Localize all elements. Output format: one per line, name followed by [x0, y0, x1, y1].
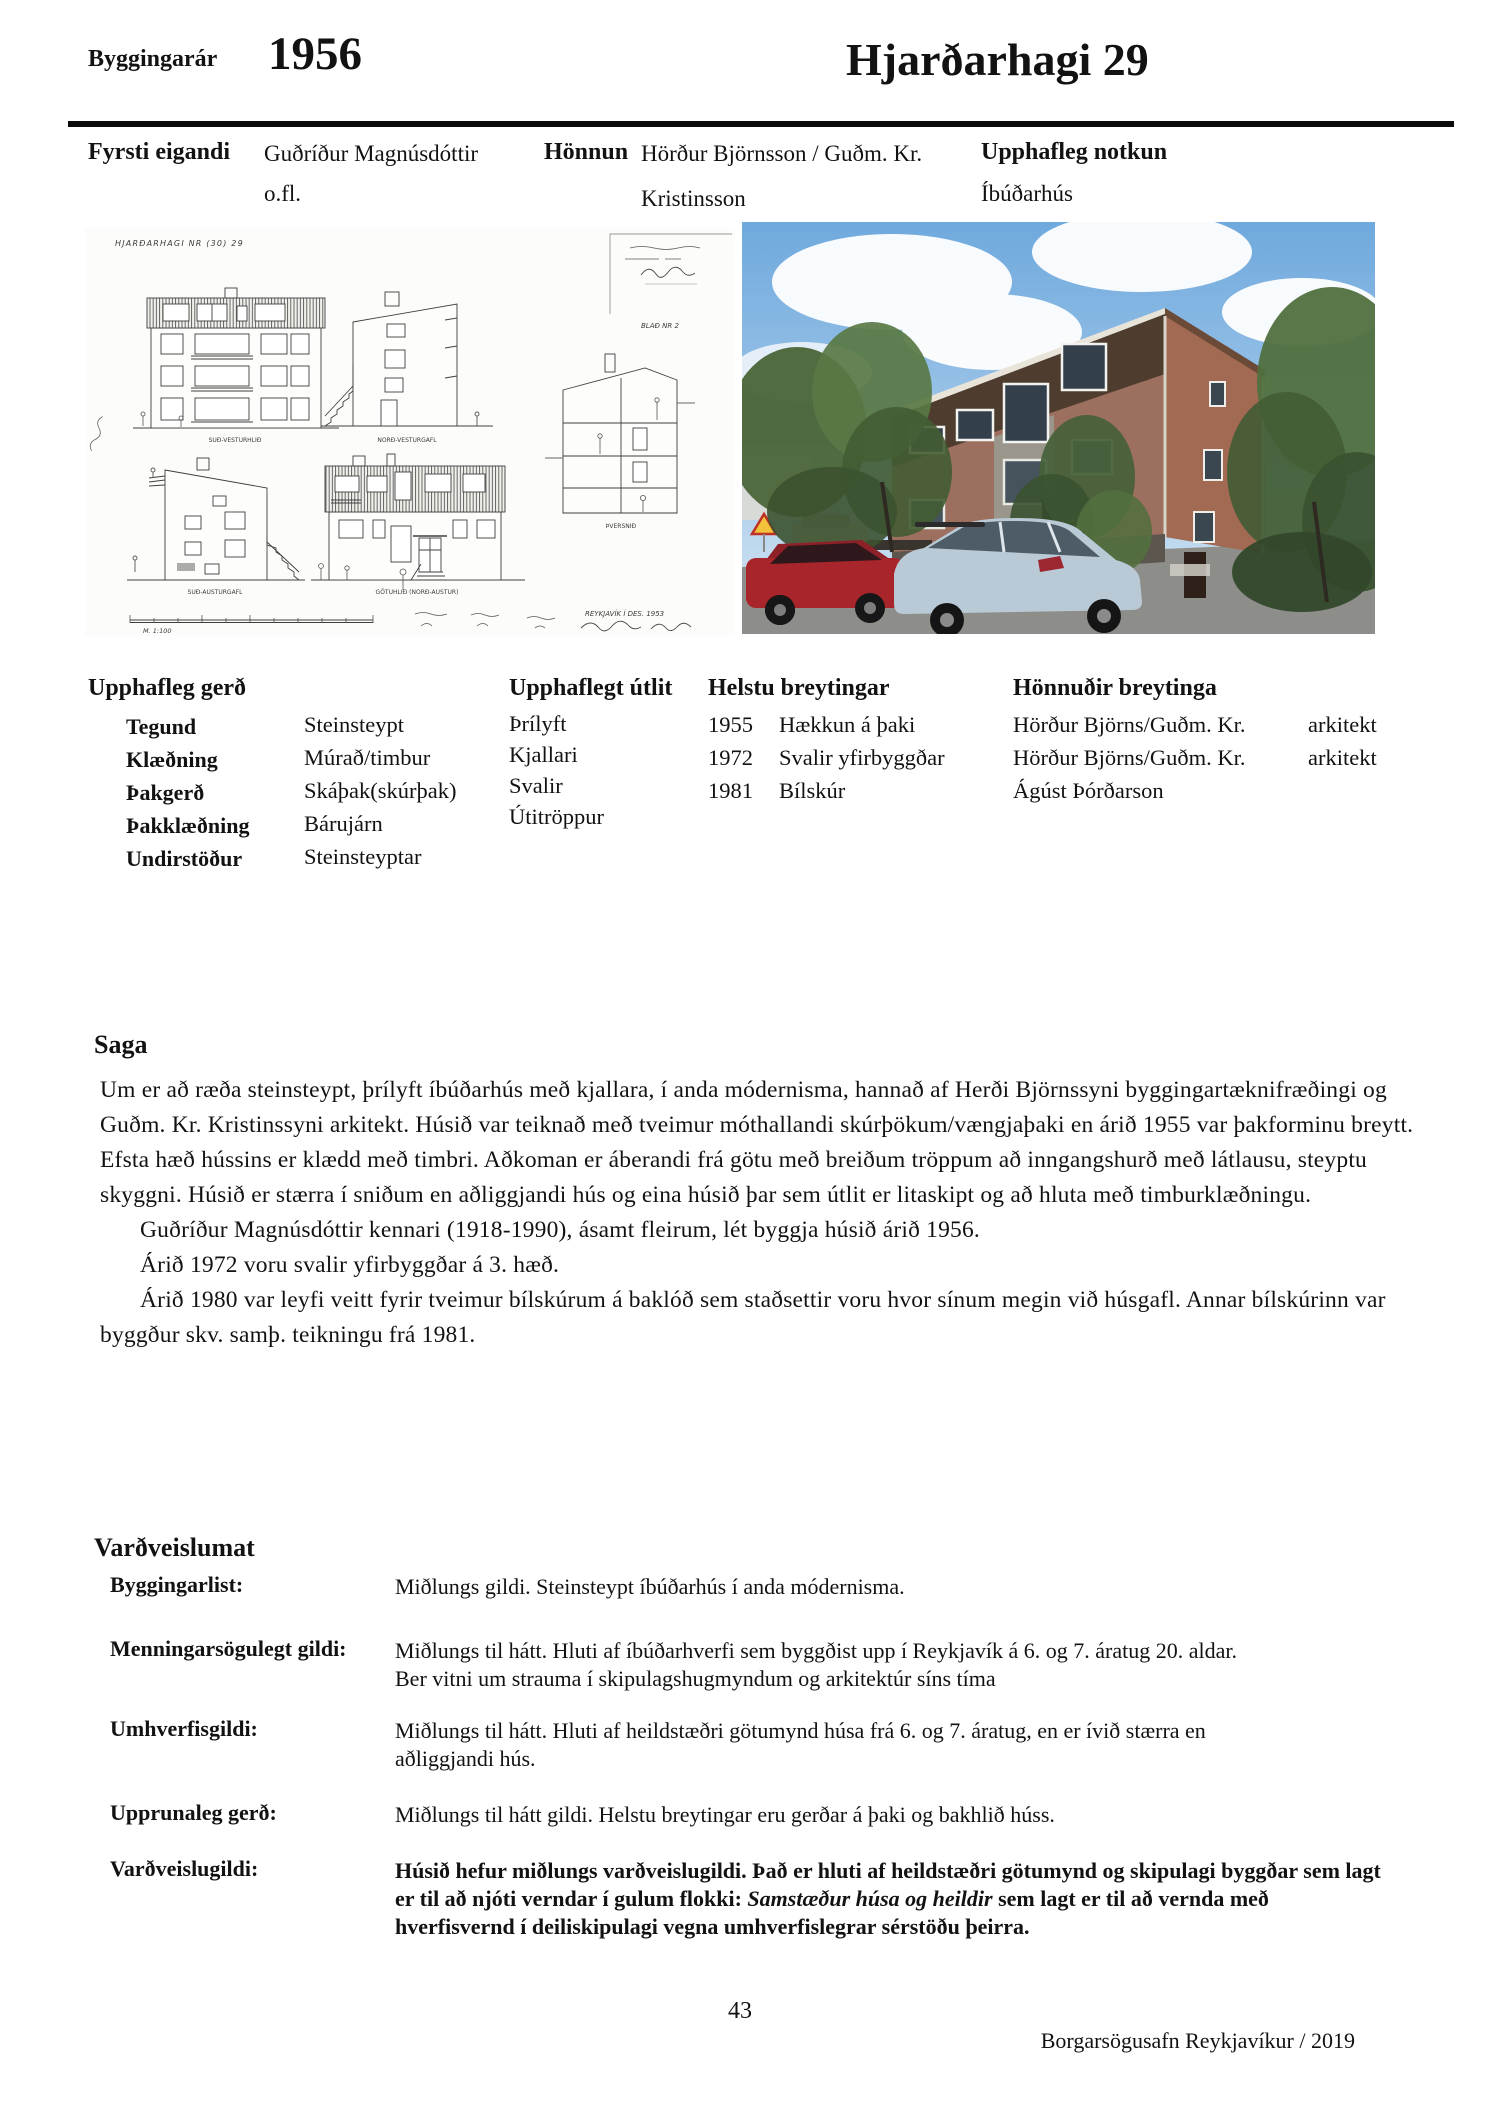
drawing-caption: HJARÐARHAGI NR (30) 29 [115, 239, 244, 248]
elevation-sw-front [133, 288, 339, 428]
first-owner-value: Guðríður Magnúsdóttir [264, 141, 479, 166]
undirstodur-label: Undirstöður [126, 846, 243, 871]
change-designers-heading: Hönnuðir breytinga [1013, 675, 1217, 701]
history-paragraph-1: Um er að ræða steinsteypt, þrílyft íbúðarhús með kjallara, í anda módernisma, hannað af Herði Björnssyni byggingartæknifræðingi og Guðm. Kr. Kristinssyni arkitekt. Húsið var teiknað með tveimur móthallandi skúrþökum/vængjaþaki en árið 1955 var þakforminu breytt. Efsta hæð hússins er klædd með timbri. Aðkoman er áberandi frá götu með breiðum tröppum að inngangshurð með látlausu, steyptu skyggni. Húsið er stærra í sniðum en aðliggjandi hús og eina húsið þar sem útlit er litaskipt og að hluta með timburklæðningu. [100, 1077, 1414, 1208]
menningarsogulegt-label: Menningarsögulegt gildi: [110, 1636, 347, 1661]
byggingarlist-label: Byggingarlist: [110, 1572, 244, 1597]
designer-role-1: arkitekt [1308, 712, 1377, 737]
upprunaleg-gerd-label: Upprunaleg gerð: [110, 1800, 277, 1825]
elevation-se-gable [127, 458, 305, 580]
designer-name-3: Ágúst Þórðarson [1013, 778, 1164, 803]
header-divider [68, 121, 1454, 127]
elevation-street-label: GÖTUHLIÐ (NORÐ-AUSTUR) [375, 589, 459, 596]
tegund-label: Tegund [126, 714, 197, 739]
change-year-2: 1972 [708, 745, 753, 770]
thakklaedning-value: Bárujárn [304, 811, 383, 836]
vardveislugildi-text-post: sem lagt er til að vernda með hverfisvernd í deiliskipulagi vegna umhverfislegrar sérstöðu þeirra. [395, 1886, 1269, 1939]
utlit-item-2: Kjallari [509, 742, 578, 767]
original-appearance-heading: Upphaflegt útlit [509, 675, 673, 701]
original-use-label: Upphafleg notkun [981, 139, 1168, 165]
menningarsogulegt-line-1: Miðlungs til hátt. Hluti af íbúðarhverfi sem byggðist upp í Reykjavík á 6. og 7. áratug 20. aldar. [395, 1638, 1237, 1663]
footer-credit: Borgarsögusafn Reykjavíkur / 2019 [1040, 2028, 1355, 2053]
first-owner-label: Fyrsti eigandi [88, 139, 230, 165]
vardveislugildi-text-italic: Samstæður húsa og heildir [747, 1886, 993, 1911]
drawing-revision-notes [415, 613, 555, 629]
thakgerd-value: Skáþak(skúrþak) [304, 778, 457, 803]
history-paragraph-4: Árið 1980 var leyfi veitt fyrir tveimur bílskúrum á baklóð sem staðsettir voru hvor sínum megin við húsgafl. Annar bílskúrinn var byggður skv. samþ. teikningu frá 1981. [100, 1287, 1386, 1348]
change-desc-1: Hækkun á þaki [779, 712, 916, 737]
vardveislugildi-label: Varðveislugildi: [110, 1856, 259, 1881]
main-changes-heading: Helstu breytingar [708, 675, 890, 701]
drawing-scale-bar [130, 615, 373, 623]
undirstodur-value: Steinsteyptar [304, 844, 422, 869]
elevation-nw-label: NORÐ-VESTURGAFL [377, 437, 437, 444]
menningarsogulegt-line-2: Ber vitni um strauma í skipulagshugmyndum og arkitektúr síns tíma [395, 1666, 996, 1691]
original-construction-heading: Upphafleg gerð [88, 675, 246, 701]
building-year-label: Byggingarár [88, 46, 218, 72]
drawing-date-label: REYKJAVÍK Í DES. 1953 [585, 610, 665, 618]
umhverfisgildi-value [395, 1717, 1206, 1773]
page-number: 43 [728, 1998, 752, 2024]
drawing-margin-note [89, 416, 106, 452]
drawing-sheet-number: BLAÐ NR 2 [641, 322, 679, 330]
byggingarlist-value: Miðlungs gildi. Steinsteypt íbúðarhús í anda módernisma. [395, 1574, 905, 1599]
thakklaedning-label: Þakklæðning [126, 813, 250, 838]
utlit-item-4: Útitröppur [509, 804, 604, 829]
photo-trees-left [742, 322, 952, 557]
elevation-sw-label: SUÐ-VESTURHLIÐ [208, 437, 262, 444]
section-drawing [545, 354, 695, 513]
klaedning-label: Klæðning [126, 747, 218, 772]
original-use-value: Íbúðarhús [981, 181, 1073, 206]
section-label: ÞVERSNIÐ [605, 523, 637, 530]
elevation-se-label: SUÐ-AUSTURGAFL [187, 589, 243, 596]
design-value-2: Kristinsson [641, 186, 746, 211]
vardveislugildi-text-pre: Húsið hefur miðlungs varðveislugildi. Það er hluti af heildstæðri götumynd og skipulagi byggðar sem lagt er til að njóti verndar í gulum flokki: [395, 1858, 1381, 1911]
umhverfisgildi-line-1: Miðlungs til hátt. Hluti af heildstæðri götumynd húsa frá 6. og 7. áratug, en er ívið stærra en [395, 1718, 1206, 1743]
building-photo-figure [742, 222, 1375, 634]
utlit-item-1: Þrílyft [509, 711, 567, 736]
change-desc-2: Svalir yfirbyggðar [779, 745, 945, 770]
history-text [100, 1073, 1450, 1353]
history-paragraph-3: Árið 1972 voru svalir yfirbyggðar á 3. hæð. [140, 1252, 560, 1278]
designer-name-2: Hörður Björns/Guðm. Kr. [1013, 745, 1246, 770]
elevation-nw-gable [321, 292, 493, 426]
drawing-scale-label: M. 1:100 [143, 627, 172, 635]
design-value: Hörður Björnsson / Guðm. Kr. [641, 141, 923, 166]
menningarsogulegt-value [395, 1637, 1237, 1693]
tegund-value: Steinsteypt [304, 712, 404, 737]
building-year-value: 1956 [268, 28, 362, 80]
upprunaleg-gerd-value: Miðlungs til hátt gildi. Helstu breytingar eru gerðar á þaki og bakhlið húss. [395, 1802, 1055, 1827]
architectural-drawing-svg [85, 228, 735, 636]
building-photo-svg [742, 222, 1375, 634]
change-year-3: 1981 [708, 778, 753, 803]
utlit-item-3: Svalir [509, 773, 563, 798]
drawing-approval-stamp [610, 234, 732, 314]
history-heading: Saga [94, 1030, 148, 1059]
preservation-assessment-heading: Varðveislumat [94, 1533, 255, 1562]
umhverfisgildi-line-2: aðliggjandi hús. [395, 1746, 536, 1771]
designer-role-2: arkitekt [1308, 745, 1377, 770]
change-year-1: 1955 [708, 712, 753, 737]
first-owner-value-2: o.fl. [264, 181, 302, 206]
drawing-signatures [581, 621, 691, 631]
vardveislugildi-value [395, 1857, 1390, 1941]
history-paragraph-2: Guðríður Magnúsdóttir kennari (1918-1990), ásamt fleirum, lét byggja húsið árið 1956. [140, 1217, 980, 1243]
design-label: Hönnun [544, 139, 629, 165]
klaedning-value: Múrað/timbur [304, 745, 431, 770]
architectural-drawing-figure [85, 228, 735, 636]
designer-name-1: Hörður Björns/Guðm. Kr. [1013, 712, 1246, 737]
thakgerd-label: Þakgerð [126, 780, 205, 805]
elevation-street-front [311, 454, 525, 590]
change-desc-3: Bílskúr [779, 778, 846, 803]
page-title: Hjarðarhagi 29 [846, 34, 1149, 85]
umhverfisgildi-label: Umhverfisgildi: [110, 1716, 258, 1741]
